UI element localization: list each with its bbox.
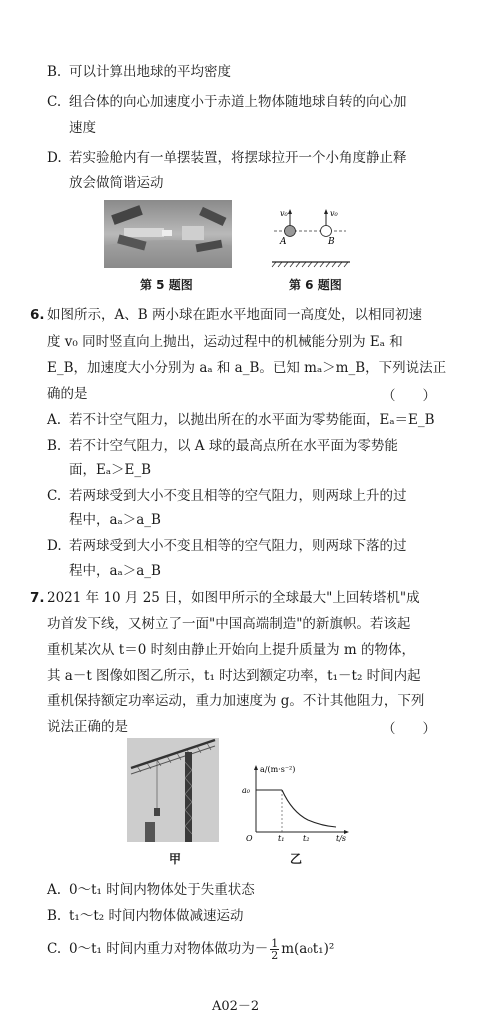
q7-line-5: 重机保持额定功率运动，重力加速度为 g。不计其他阻力，下列 (47, 693, 425, 709)
option-label: B. (47, 908, 62, 924)
q6-option-c (47, 486, 407, 506)
option-label: D. (47, 150, 62, 166)
q5-option-d-cont: 放会做简谐运动 (69, 175, 164, 191)
option-text-tail: m(a₀t₁)² (281, 941, 335, 957)
fig-jia-caption: 甲 (169, 852, 182, 866)
q6-line-2: 度 v₀ 同时竖直向上抛出，运动过程中的机械能分别为 Eₐ 和 (47, 334, 403, 350)
q6-option-c-cont: 程中，aₐ＞a_B (69, 512, 161, 528)
question-number: 7. (30, 590, 45, 606)
q5-option-c (47, 92, 407, 112)
option-label: D. (47, 538, 62, 554)
option-label: C. (47, 94, 62, 110)
t2-tick-label: t₂ (303, 834, 310, 843)
x-axis-label: t/s (336, 834, 347, 843)
q6-option-b-cont: 面，Eₐ＞E_B (69, 462, 152, 478)
ball-a (285, 226, 296, 237)
q7-text: 2021 年 10 月 25 日，如图甲所示的全球最大"上回转塔机"成 (47, 590, 420, 606)
q7-option-a (47, 880, 255, 900)
option-label: B. (47, 438, 62, 454)
option-text: 若不计空气阻力，以抛出所在的水平面为零势能面，Eₐ＝E_B (69, 412, 435, 428)
decay-curve (282, 790, 336, 827)
option-label: B. (47, 64, 62, 80)
q7-option-c (47, 938, 334, 961)
fig6-v-right: v₀ (330, 209, 338, 218)
fig6-label-b: B (328, 237, 335, 247)
option-text: 若实验舱内有一单摆装置，将摆球拉开一个小角度静止释 (69, 150, 407, 166)
fraction (270, 938, 279, 961)
a0-tick-label: a₀ (242, 786, 250, 795)
q7-line-2: 功首发下线，又树立了一面"中国高端制造"的新旗帜。若该起 (47, 616, 411, 632)
q6-option-d-cont: 程中，aₐ＞a_B (69, 563, 161, 579)
option-text: 若两球受到大小不变且相等的空气阻力，则两球下落的过 (69, 538, 407, 554)
fraction-numerator: 1 (271, 937, 279, 950)
option-text: 若两球受到大小不变且相等的空气阻力，则两球上升的过 (69, 488, 407, 504)
a-t-graph (236, 762, 354, 844)
fig6-v-left: v₀ (280, 209, 288, 218)
q7-line-4: 其 a－t 图像如图乙所示，t₁ 时达到额定功率，t₁－t₂ 时间内起 (47, 668, 421, 684)
q6-option-a (47, 410, 435, 430)
q6-text: 如图所示，A、B 两小球在距水平地面同一高度处，以相同初速 (47, 307, 422, 323)
option-label: A. (47, 882, 62, 898)
option-text: 若不计空气阻力，以 A 球的最高点所在水平面为零势能 (69, 438, 398, 454)
answer-parens: （ ） (382, 721, 436, 737)
tower-crane-photo (127, 738, 219, 842)
q6-line-3: E_B，加速度大小分别为 aₐ 和 a_B。已知 mₐ＞m_B，下列说法正 (47, 360, 447, 376)
q7-line-3: 重机某次从 t＝0 时刻由静止开始向上提升质量为 m 的物体， (47, 642, 415, 658)
option-label: A. (47, 412, 62, 428)
option-label: C. (47, 488, 62, 504)
t1-tick-label: t₁ (278, 834, 285, 843)
fig6-diagram (268, 200, 352, 270)
q7-line-6: 说法正确的是 (47, 719, 128, 735)
q5-option-d (47, 148, 407, 168)
q5-option-b (47, 62, 231, 82)
option-text: 组合体的向心加速度小于赤道上物体随地球自转的向心加 (69, 94, 407, 110)
fig6-caption: 第 6 题图 (289, 278, 342, 292)
ball-b (321, 226, 332, 237)
fraction-denominator: 2 (271, 949, 279, 962)
fig5-caption: 第 5 题图 (140, 278, 193, 292)
space-station-photo (104, 200, 232, 268)
q6-option-d (47, 536, 407, 556)
fig6-label-a: A (280, 237, 287, 247)
option-text: t₁～t₂ 时间内物体做减速运动 (69, 908, 244, 924)
answer-parens: （ ） (382, 388, 436, 404)
q7-option-b (47, 906, 243, 926)
q6-option-b (47, 436, 398, 456)
q6-line-4: 确的是 (47, 386, 88, 402)
option-text: 0～t₁ 时间内物体处于失重状态 (69, 882, 255, 898)
fig-yi-caption: 乙 (290, 852, 303, 866)
question-number: 6. (30, 307, 45, 323)
q6-line-1 (30, 305, 422, 325)
q5-option-c-cont: 速度 (69, 120, 96, 136)
option-label: C. (47, 941, 62, 957)
y-axis-label: a/(m·s⁻²) (260, 765, 296, 774)
page-footer: A02－2 (212, 999, 260, 1014)
option-text: 0～t₁ 时间内重力对物体做功为－ (69, 941, 269, 957)
q7-line-1 (30, 588, 420, 608)
option-text: 可以计算出地球的平均密度 (69, 64, 231, 80)
origin-label: O (246, 834, 253, 843)
